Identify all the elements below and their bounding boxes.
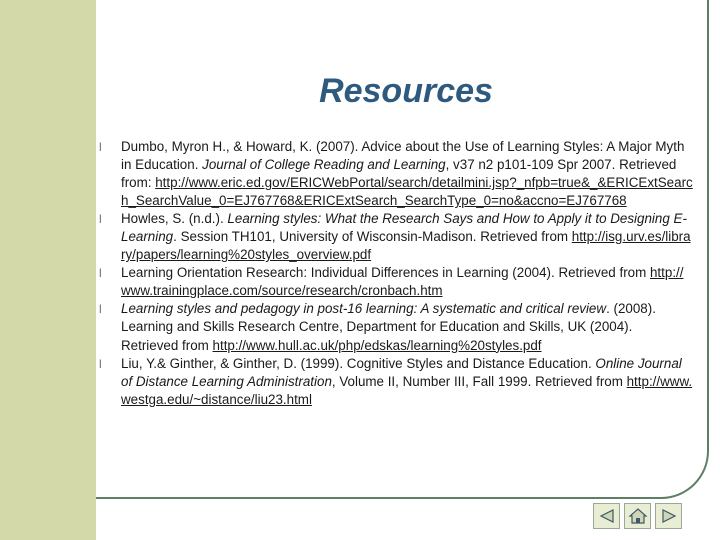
- reference-link[interactable]: http://www.trainingplace.com/source/research/cronbach.htm: [121, 265, 684, 299]
- reference-item: [99, 355, 693, 409]
- reference-item: [99, 210, 693, 264]
- reference-item: [99, 264, 693, 300]
- reference-link[interactable]: http://www.hull.ac.uk/php/edskas/learning%20styles.pdf: [212, 337, 542, 353]
- forward-button[interactable]: [655, 503, 682, 529]
- reference-text: Liu, Y.& Ginther, & Ginther, D. (1999). Cognitive Styles and Distance Education.: [121, 355, 596, 371]
- bullet-icon: l: [99, 266, 102, 281]
- bullet-icon: l: [99, 140, 102, 154]
- reference-link[interactable]: http://isg.urv.es/library/papers/learning%20styles_overview.pdf: [121, 229, 691, 263]
- reference-text: , v37 n2 p101-109 Spr 2007. Retrieved from:: [121, 157, 677, 191]
- reference-link[interactable]: http://www.eric.ed.gov/ERICWebPortal/search/detailmini.jsp?_nfpb=true&_&ERICExtSearch_SearchValue_0=EJ767768&ERICExtSearch_SearchType_0=no&accno=EJ767768: [121, 175, 693, 209]
- bullet-icon: l: [99, 356, 102, 371]
- reference-journal: Journal of College Reading and Learning: [202, 157, 446, 173]
- reference-text: . Session TH101, University of Wisconsin-Madison. Retrieved from: [173, 229, 572, 245]
- reference-text: Howles, S. (n.d.).: [121, 211, 228, 227]
- home-button[interactable]: [624, 503, 651, 529]
- back-arrow-icon: [598, 508, 616, 524]
- left-decorative-band: [0, 0, 96, 540]
- reference-text: Learning Orientation Research: Individual Differences in Learning (2004). Retrieved from: [121, 265, 650, 281]
- slide-navigation: [593, 503, 692, 529]
- reference-text: . (2008). Learning and Skills Research Centre, Department for Education and Skills, UK (2004). Retrieved from: [121, 301, 656, 353]
- reference-list: [99, 138, 693, 409]
- forward-arrow-icon: [660, 508, 678, 524]
- reference-title: Learning styles: What the Research Says and How to Apply it to Designing E-Learning: [121, 211, 687, 245]
- reference-text: Dumbo, Myron H., & Howard, K. (2007). Advice about the Use of Learning Styles: A Major Myth in Education.: [121, 139, 685, 173]
- home-icon: [628, 507, 648, 525]
- bullet-icon: l: [99, 302, 102, 317]
- reference-journal: Online Journal of Distance Learning Administration: [121, 355, 682, 389]
- reference-link[interactable]: http://www.westga.edu/~distance/liu23.html: [121, 373, 693, 407]
- back-button[interactable]: [593, 503, 620, 529]
- bullet-icon: l: [99, 212, 102, 227]
- slide-title: Resources: [319, 72, 493, 110]
- reference-text: , Volume II, Number III, Fall 1999. Retrieved from: [331, 373, 627, 389]
- reference-item: [99, 300, 693, 354]
- reference-title: Learning styles and pedagogy in post-16 learning: A systematic and critical review: [121, 301, 607, 317]
- reference-item: [99, 138, 693, 210]
